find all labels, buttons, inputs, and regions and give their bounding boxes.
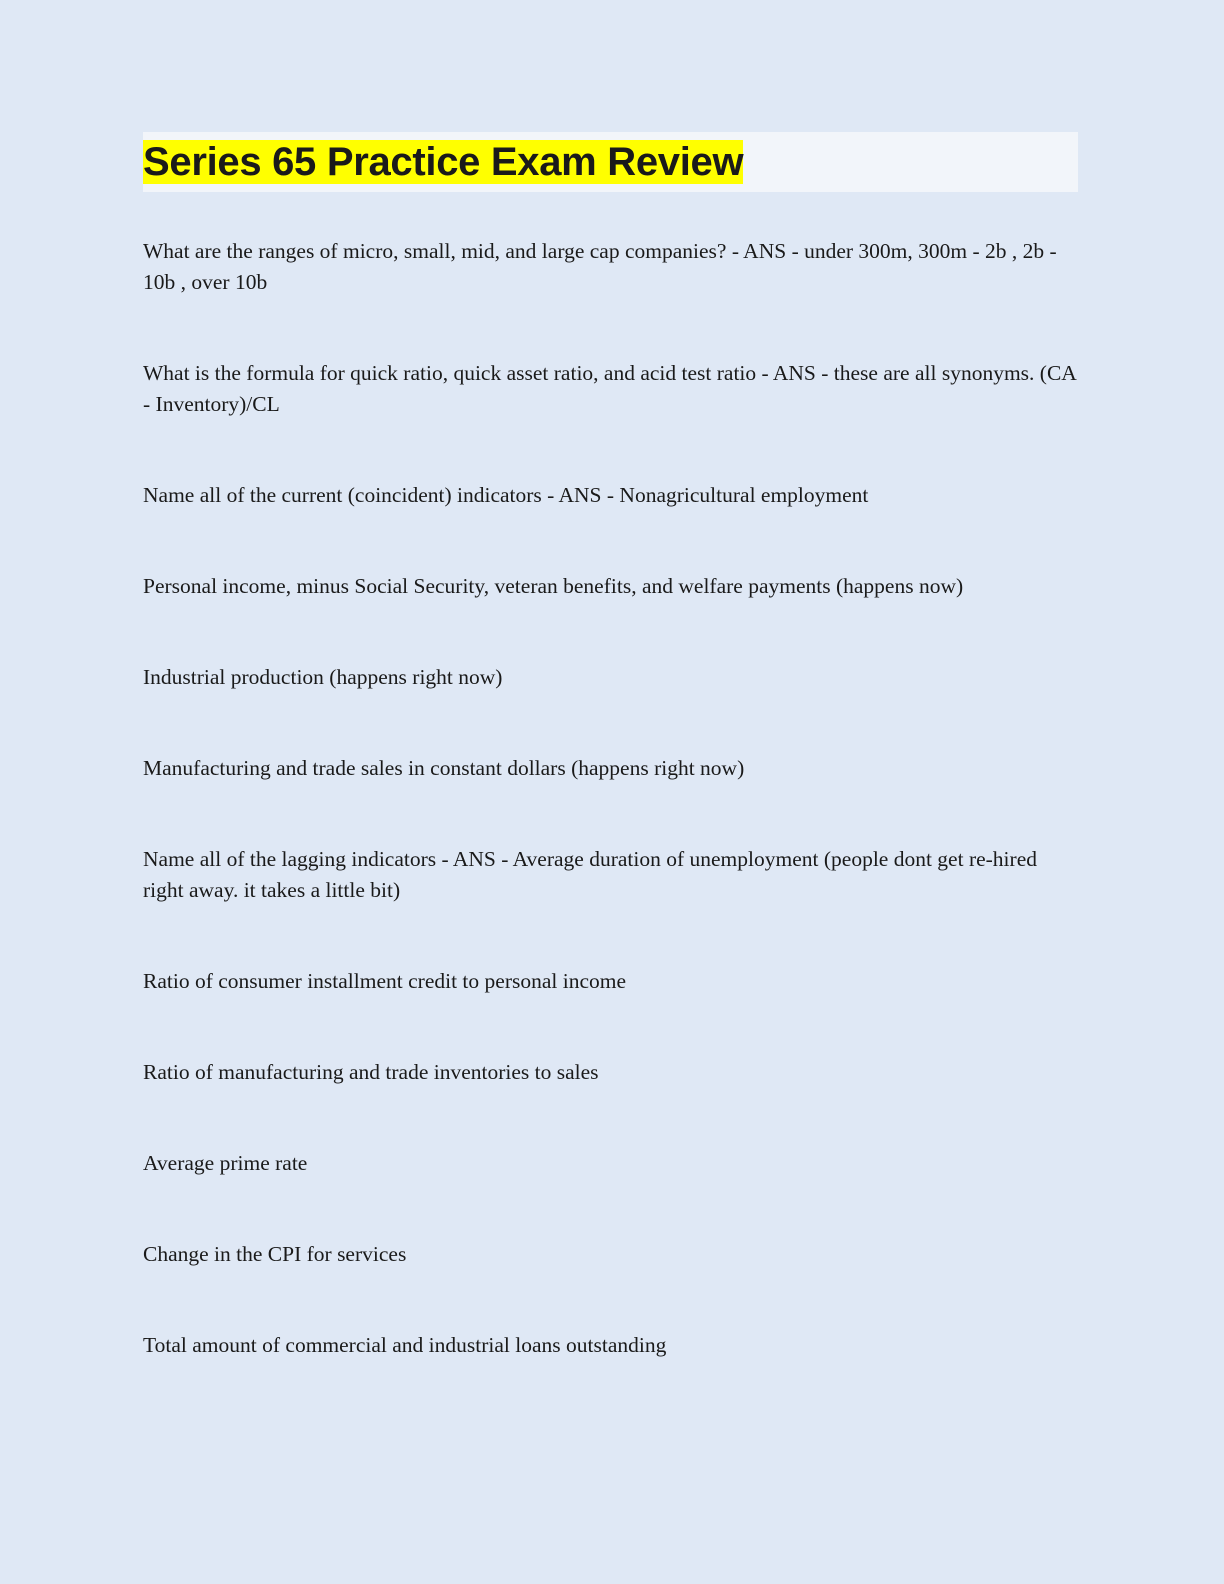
paragraph-8: Ratio of consumer installment credit to personal income — [143, 969, 627, 993]
document-body — [143, 132, 1078, 1361]
paragraph-5: Industrial production (happens right now) — [143, 665, 503, 689]
paragraph-12: Total amount of commercial and industrial loans outstanding — [143, 1333, 667, 1357]
paragraph-9: Ratio of manufacturing and trade inventories to sales — [143, 1060, 599, 1084]
paragraph-1: What are the ranges of micro, small, mid, and large cap companies? - ANS - under 300m, 300m - 2b , 2b - 10b , over 10b — [143, 239, 1057, 294]
paragraph-10: Average prime rate — [143, 1151, 308, 1175]
page-title-container — [143, 132, 1078, 192]
paragraph-4: Personal income, minus Social Security, veteran benefits, and welfare payments (happens now) — [143, 574, 964, 598]
paragraph-3: Name all of the current (coincident) indicators - ANS - Nonagricultural employment — [143, 483, 869, 507]
page-title: Series 65 Practice Exam Review — [143, 140, 744, 184]
paragraph-6: Manufacturing and trade sales in constant dollars (happens right now) — [143, 756, 745, 780]
paragraph-7: Name all of the lagging indicators - ANS - Average duration of unemployment (people dont get re-hired right away. it takes a little bit) — [143, 847, 1037, 902]
paragraph-2: What is the formula for quick ratio, quick asset ratio, and acid test ratio - ANS - these are all synonyms. (CA - Inventory)/CL — [143, 361, 1076, 416]
paragraph-11: Change in the CPI for services — [143, 1242, 407, 1266]
